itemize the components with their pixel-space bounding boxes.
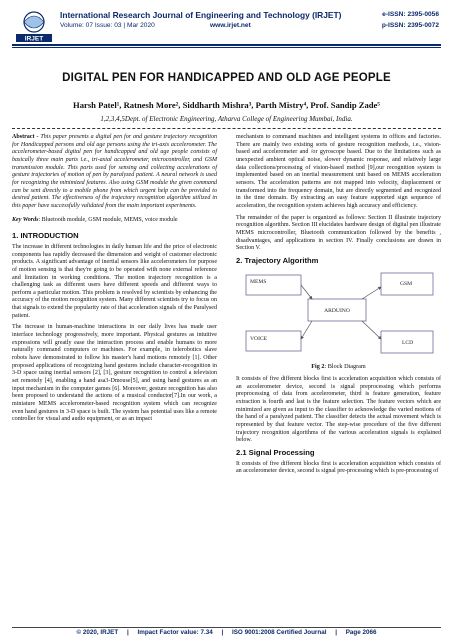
signal-processing-paragraph: It consists of five different blocks first is acceleration acquisition which consists of an accelerometer device, second is signal pre-processing which is pre-processing of <box>236 460 441 475</box>
journal-volume-line <box>60 22 251 29</box>
figure-caption-text: : Block Diagram <box>324 362 366 370</box>
left-column <box>12 134 217 428</box>
right-column <box>236 134 441 480</box>
mems-to-arduino-arrow <box>301 285 312 299</box>
intro-paragraph-2: The increase in human-machine interactions in our daily lives has made user interface technology progressively, more important. Physical gestures as intuitive expressions will greatly ease the interaction process and enable humans to more naturally command computers or machines. For example, in telerobotics slave robots have demonstrated to follow his master's hand motions remotely [1]. Other proposed applications of recognizing hand gestures include character-recognition in 3-D space using inertial sensors [2], [3], gesture recognition to control a television set remotely [4], enabling a hand asa3-Dmouse[5], and using hand gestures as an input mechanism in the computer games [6]. Moreover, gesture recognition has also been proposed to understand the actions of a musical conductor[7].In our work, a miniature MEMS accelerometer-based recognition system which can recognize even hand gestures in 3-D space is built. The system has potential uses like a remote controller for visual and audio equipment, or as an impact <box>12 324 217 423</box>
right-paragraph-2: The remainder of the paper is organized as follows: Section II illustrate trajectory recognition algorithm. Section III elucidates hardware design of digital pen illustrate MEMS microcontroller, Bluetooth communication followed by the benefits , disadvantages, and applications in section IV. Finally conclusions are drawn in Section V. <box>236 214 441 252</box>
abstract-text: This paper presents a digital pen for and gesture trajectory recognition for Handicapped persons and old age persons using the tri-axis accelerometer. The accelerometer-based digital pen for handicapped and old age people consists of basically three main parts i.e., tri-axial accelerometer, microcontroller, and GSM transmission module. This parts used for sensing and collecting accelerations of gesture trajectories of motion of pen by paralyzed patient. A neural network is used for recognizing the minimized features. Also using GSM module the given command can be sent directly to a mobile phone from which urgent help can be provided to desired patient. The effectiveness of the trajectory recognition algorithm utilized in this paper have successfully validated from the main important experiments. <box>12 134 217 209</box>
intro-paragraph-1: The increase in different technologies in daily human life and the price of electronic components has rapidly decreased the dimension and weight of customer electronic products. A significant advantage of inertial sensors like accelerometers for purpose of motion sensing is that they're going to be operated with none external reference and limitation in working conditions. The motion trajectory recognition is a challenging task as different users have different speeds and different ways to perform a particular motion. This problem is resolved by scientists by enhancing the accuracy of the motion recognition system. Many different scientists try to focus on that signals to extend the popularity rate of that acceleration signals of the Paralysed patient. <box>12 243 217 319</box>
block-diagram <box>236 269 441 361</box>
p-issn: p-ISSN: 2395-0072 <box>381 22 439 29</box>
mems-label: MEMS <box>250 278 267 285</box>
keywords-label: Key Words <box>12 216 39 223</box>
section-heading-signal-processing: 2.1 Signal Processing <box>236 448 315 458</box>
page-footer: © 2020, IRJET | Impact Factor value: 7.34 | ISO 9001:2008 Certified Journal | Page 2066 <box>76 629 377 636</box>
footer-rule <box>12 627 441 628</box>
svg-text:IRJET: IRJET <box>24 35 44 43</box>
abstract-label: Abstract - <box>12 134 41 140</box>
e-issn: e-ISSN: 2395-0056 <box>382 11 439 18</box>
volume-issue: Volume: 07 Issue: 03 | Mar 2020 <box>60 22 155 29</box>
header-rule-thin <box>12 47 441 48</box>
title-separator <box>12 128 441 129</box>
figure-caption <box>236 363 441 371</box>
affiliation: 1,2,3,4,5Dept. of Electronic Engineering, Atharva College of Engineering Mumbai, India. <box>100 115 353 123</box>
irjet-logo <box>12 8 56 44</box>
right-paragraph-1: mechanism to command machines and intelligent systems in offices and factories. There are mainly two existing sorts of gesture recognition methods, i.e., vision-based and accelerometer and /or gyroscope based. Due to the limitations such as unexpected ambient optical noise, slower dynamic response, and relatively large data collections/processing of vision-based method [9],our recognition system is implemented based on an inertial measurement unit based on MEMS acceleration sensors. The acceleration patterns are not mapped into velocity, displacement or transformed into the frequency domain, but are directly segmented and recognized in the time domain. By extracting an easy feature supported sign sequence of acceleration, the recognition system achieves high accuracy and efficiency. <box>236 134 441 209</box>
abstract <box>12 134 217 211</box>
trajectory-paragraph: It consists of five different blocks first is acceleration acquisition which consists of an accelerometer device, second is signal preprocessing which performs preprocessing of data from accelerometer, third is feature generation, feature extraction is fourth and last is the feature selection. The feature vectors which are minimized are given as input to the classifier to acknowledge the varied motions of the hand of a paralyzed patient. The classifier detects the actual movement which is represented by that feature vector. The step-wise procedure of the five different trajectory recognition algorithms of the various acceleration signals is explained below. <box>236 376 441 444</box>
gsm-label: GSM <box>400 280 413 287</box>
keywords-text: : Bluetooth module, GSM module, MEMS, voice module <box>38 216 178 223</box>
paper-title: DIGITAL PEN FOR HANDICAPPED AND OLD AGE PEOPLE <box>62 72 391 84</box>
author-list: Harsh Patel¹, Ratnesh More², Siddharth Mishra³, Parth Mistry⁴, Prof. Sandip Zade⁵ <box>73 100 380 110</box>
journal-header <box>0 0 453 50</box>
journal-name: International Research Journal of Engineering and Technology (IRJET) <box>60 10 342 20</box>
figure-number: Fig 2 <box>311 362 325 370</box>
section-heading-introduction: 1. INTRODUCTION <box>12 231 79 241</box>
section-heading-trajectory: 2. Trajectory Algorithm <box>236 255 319 265</box>
block-diagram-svg <box>236 269 441 361</box>
header-rule <box>12 44 441 46</box>
lcd-label: LCD <box>402 339 414 346</box>
arduino-to-lcd-arrow <box>362 321 381 339</box>
arduino-label: ARDUINO <box>324 307 350 314</box>
journal-website: www.irjet.net <box>210 22 251 29</box>
mems-block <box>246 275 301 295</box>
keywords <box>12 217 217 225</box>
arduino-to-gsm-arrow <box>362 287 381 299</box>
arduino-to-voice-arrow <box>301 321 312 339</box>
voice-label: VOICE <box>250 335 268 342</box>
